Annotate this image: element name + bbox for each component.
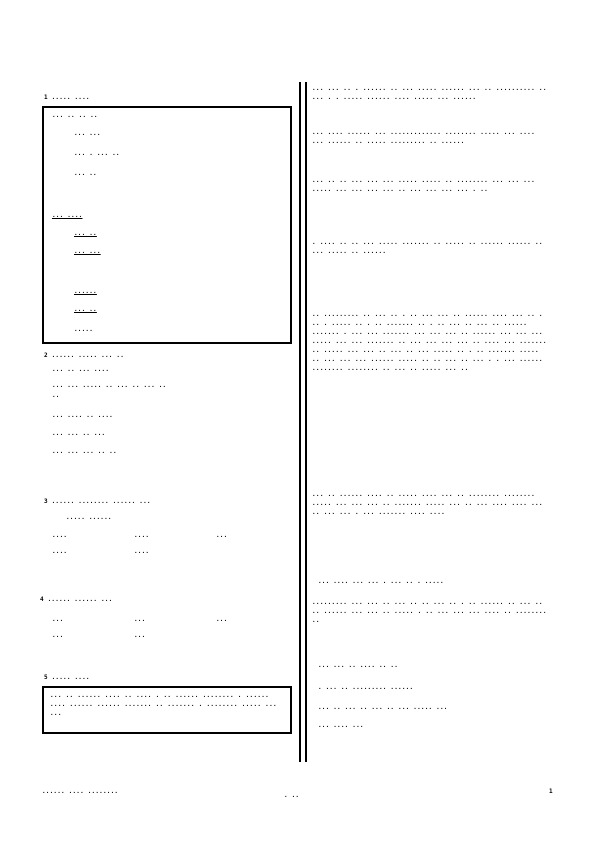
- box1-item-c1: ......: [74, 288, 97, 295]
- column-divider-left: [299, 82, 301, 762]
- box1-item-a1: ... ...: [74, 130, 101, 137]
- q4-r1-c1: ...: [52, 616, 64, 623]
- heading-1: 1 ..... ....: [44, 94, 90, 101]
- box1-item-c3: .....: [74, 326, 94, 333]
- box1-item-a2: ... . ... ..: [74, 150, 120, 157]
- right-line-7: ... .... ... ... . ... .. . .....: [318, 578, 444, 585]
- right-line-10: . ... .. ......... ......: [318, 684, 414, 691]
- q4-r2-c2: ...: [134, 632, 146, 639]
- right-line-12: ... .... ...: [318, 722, 364, 729]
- q2-line-1: ... .. ... ....: [52, 366, 110, 373]
- q3-r1-c1: ....: [52, 532, 68, 539]
- right-paragraph-8: ......... ... ... .. ... .. .. ... .. . .. ...... .. ... .. .. ...... ... ... .. ..... . .. ... ... ... .... .. ........ ..: [312, 599, 547, 624]
- q2-line-6: ... ... ... .. ..: [52, 448, 117, 455]
- box1-item-b1: ... ..: [74, 230, 97, 237]
- right-paragraph-2: ... .... ...... ... ............. ........ ..... ... .... ... ...... .. ..... ......... .. ......: [312, 129, 536, 145]
- right-paragraph-6: ... .. ...... .... .. ..... .... ... .. ........ ........ ..... ... ... ... .. ....... ..... ... .. ... .... .... ... .. ... ... . ... ....... .... ....: [312, 491, 543, 516]
- box1-item-c2: ... ..: [74, 306, 97, 313]
- right-paragraph-4: . .... .. .. ... ..... ....... .. ..... .. ...... ...... .. ... ..... .. ......: [312, 239, 543, 255]
- question-2-title: 2 ...... ..... ... ..: [44, 352, 125, 359]
- box1-item-b2: ... ...: [74, 248, 101, 255]
- heading-5: 5 ..... ....: [44, 674, 90, 681]
- right-paragraph-1: ... ... .. . ...... .. ... ..... ...... ... .. .......... .. ... . . ..... ...... .... ..... ... ......: [312, 85, 547, 101]
- box1-item-a3: ... ..: [74, 170, 97, 177]
- q4-r1-c2: ...: [134, 616, 146, 623]
- q4-r2-c1: ...: [52, 632, 64, 639]
- q3-r2-c2: ....: [134, 548, 150, 555]
- q2-line-2: ... ... ..... .. ... .. ... ..: [52, 382, 167, 389]
- q3-r1-c2: ....: [134, 532, 150, 539]
- question-3-title: 3 ...... ........ ...... ...: [44, 498, 151, 505]
- question-4-title: 4 ...... ...... ...: [40, 596, 113, 603]
- right-paragraph-5: .. ......... .. ... .. . .. ... ... .. ...... .... ... .. . .. . ..... .. . .. ....... .. . .. ... .. ... .. ...... ....... . ... ... ....... ... ... ... .. ...... ... ... ... ..... ... ... ....... .. ... ... ... ... .. .... ... ....... .. ..... ... ... .. ... .. ... ..... .. . .. ....... ..... .. ... ... ... ...... ..... .. .. ... .. ... . . ... ...... ........ ........ .. ... .. ..... ... ..: [312, 311, 547, 372]
- right-line-11: ... .. ... .. ... .. ... ..... ...: [318, 704, 448, 711]
- right-paragraph-3: ... .. .. ... ... ... ..... ..... .. ........ ... ... ... ..... ... ... ... ... .. ... ... ... ... . ..: [312, 177, 536, 193]
- answer-box-1: [42, 106, 292, 344]
- column-divider-right: [305, 82, 307, 762]
- box5-text: ... .. ...... .... .. .... . .. ...... ........ . ...... .... ...... ...... ....... .. ....... . ........ ..... ... ...: [50, 692, 277, 717]
- box1-first-line: ... .. .. ..: [52, 112, 98, 119]
- footer-left-text: ...... .... ........: [42, 788, 119, 795]
- q2-line-4: ... .... .. ....: [52, 412, 113, 419]
- q2-line-5: ... ... .. ...: [52, 430, 106, 437]
- footer-right-number: 1: [549, 788, 553, 795]
- box1-label-b: ... ....: [52, 212, 83, 219]
- q3-r2-c1: ....: [52, 548, 68, 555]
- right-line-9: ... ... .. .... .. ..: [318, 662, 399, 669]
- q2-line-3: ..: [52, 392, 60, 399]
- answer-box-5: [42, 686, 292, 734]
- q3-r1-c3: ...: [216, 532, 228, 539]
- q4-r1-c3: ...: [216, 616, 228, 623]
- page-number: . ..: [284, 792, 300, 799]
- q3-subtitle: ..... ......: [66, 514, 112, 521]
